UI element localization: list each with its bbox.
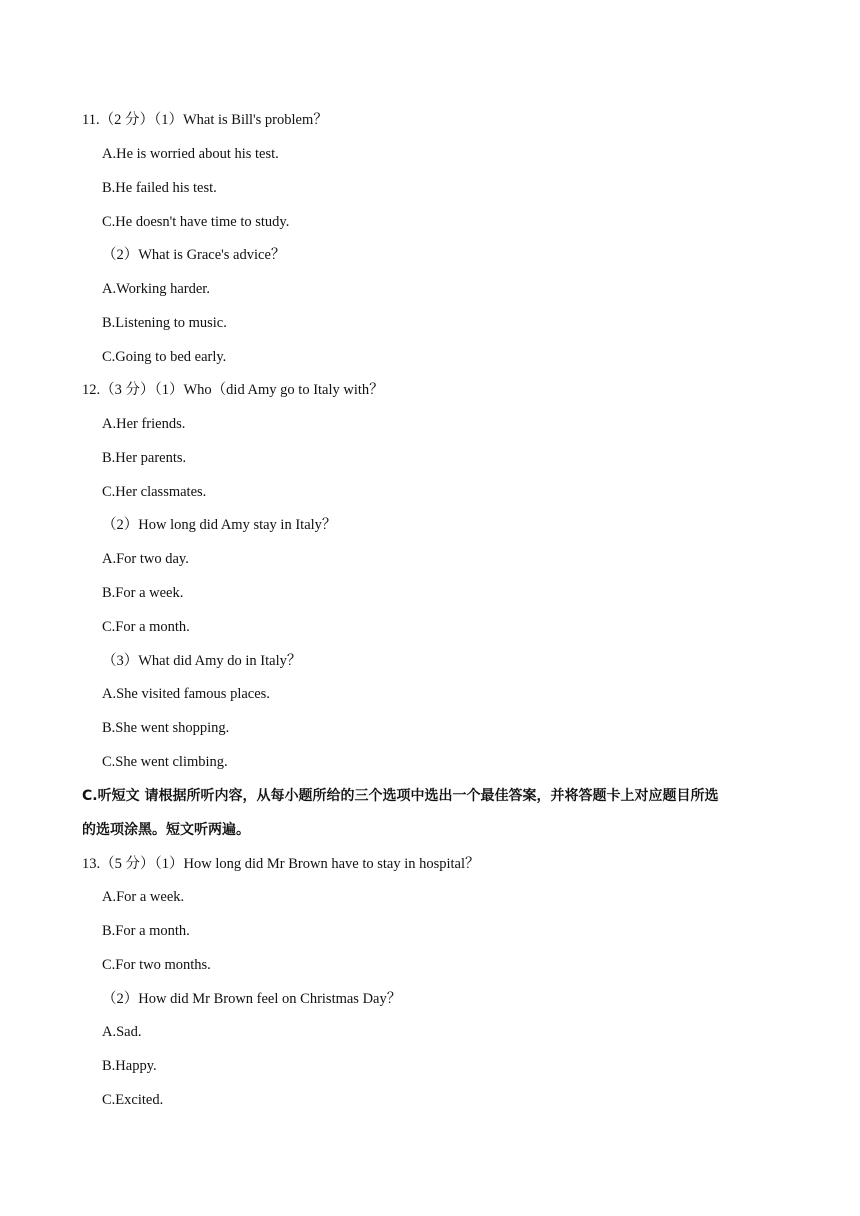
question-12-stem: 12.（3 分）（1）Who（did Amy go to Italy with？ [82,382,384,398]
q11-2-option-c: C.Going to bed early. [102,349,227,365]
q11-1-option-a: A.He is worried about his test. [102,146,279,162]
q12-1-option-a: A.Her friends. [102,416,186,432]
q12-subquestion-2: （2）How long did Amy stay in Italy？ [102,517,337,533]
q11-1-option-b: B.He failed his test. [102,180,217,196]
q13-2-option-a: A.Sad. [102,1024,142,1040]
q12-3-option-b: B.She went shopping. [102,720,230,736]
q13-1-option-b: B.For a month. [102,923,190,939]
q13-subquestion-2: （2）How did Mr Brown feel on Christmas Day？ [102,991,402,1007]
q11-2-option-b: B.Listening to music. [102,315,227,331]
q11-subquestion-2: （2）What is Grace's advice？ [102,247,286,263]
q13-2-option-b: B.Happy. [102,1058,157,1074]
q11-1-option-c: C.He doesn't have time to study. [102,214,290,230]
q13-2-option-c: C.Excited. [102,1092,164,1108]
q13-1-option-c: C.For two months. [102,957,211,973]
q12-1-option-c: C.Her classmates. [102,484,207,500]
question-11-stem: 11.（2 分）（1）What is Bill's problem？ [82,112,328,128]
q12-3-option-c: C.She went climbing. [102,754,228,770]
q12-3-option-a: A.She visited famous places. [102,686,270,702]
section-c-instructions-line-2: 的选项涂黑。短文听两遍。 [82,822,250,838]
q11-2-option-a: A.Working harder. [102,281,210,297]
q12-2-option-b: B.For a week. [102,585,184,601]
question-13-stem: 13.（5 分）（1）How long did Mr Brown have to stay in hospital？ [82,856,480,872]
q12-2-option-a: A.For two day. [102,551,189,567]
q13-1-option-a: A.For a week. [102,889,185,905]
q12-subquestion-3: （3）What did Amy do in Italy？ [102,653,302,669]
q12-2-option-c: C.For a month. [102,619,190,635]
q12-1-option-b: B.Her parents. [102,450,187,466]
section-c-instructions-line-1: C.听短文 请根据所听内容，从每小题所给的三个选项中选出一个最佳答案，并将答题卡上对应题目所选 [82,788,719,804]
